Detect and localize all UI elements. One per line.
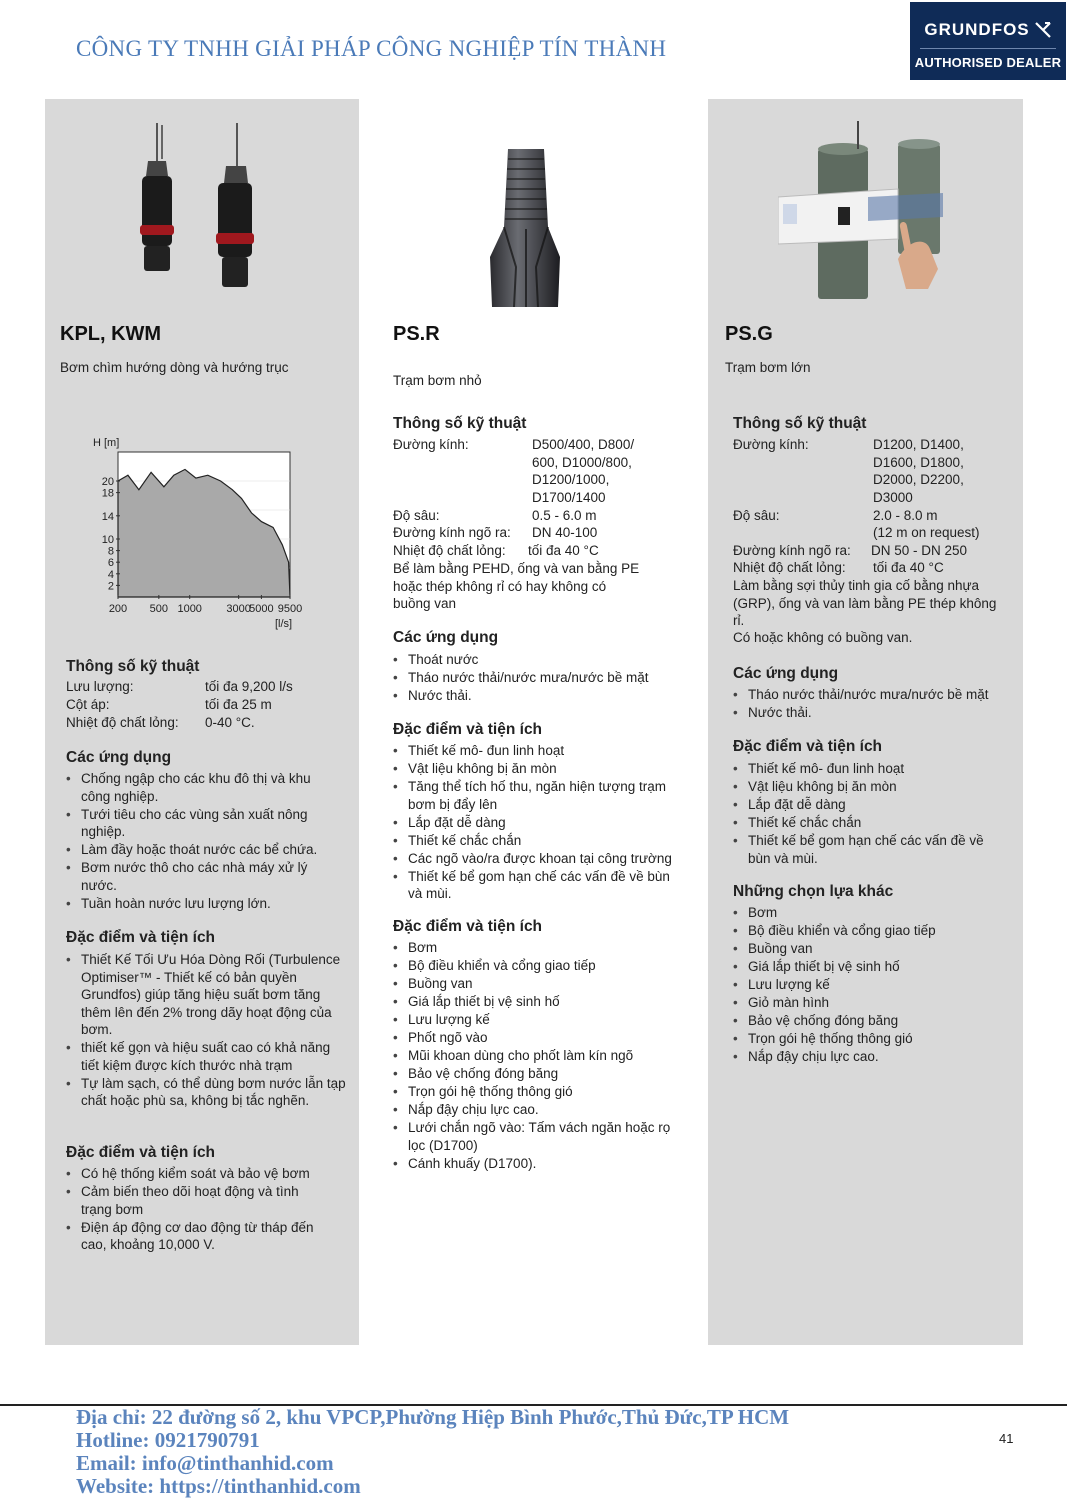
spec-diameter-value: D500/400, D800/ 600, D1000/800, D1200/1000, D1700/1400 <box>532 437 635 505</box>
chart-y-tick-label: 10 <box>101 534 114 546</box>
list-item: • Thiết kế chắc chắn <box>733 814 1003 832</box>
applications-list <box>66 770 336 913</box>
chart-x-tick-label: 5000 <box>249 603 274 615</box>
features-list <box>66 951 346 1110</box>
list-item: • Bơm <box>733 904 1013 922</box>
spec-diameter-label: Đường kính: <box>733 437 809 452</box>
list-item: • Điện áp động cơ dao động từ tháp đến cao, khoảng 10,000 V. <box>66 1219 326 1254</box>
footer-hotline[interactable]: Hotline: 0921790791 <box>76 1428 260 1452</box>
list-item: • Thiết kế mô- đun linh hoạt <box>393 742 683 760</box>
list-item: • Thiết kế bể gom hạn chế các vấn đề về bùn và mùi. <box>733 832 1003 867</box>
applications-title: Các ứng dụng <box>66 749 172 766</box>
spec-material-2: Có hoặc không có buồng van. <box>733 630 913 645</box>
list-item: • Bảo vệ chống đóng băng <box>393 1065 683 1083</box>
footer-address: Địa chỉ: 22 đường số 2, khu VPCP,Phường Hiệp Bình Phước,Thủ Đức,TP HCM <box>76 1405 790 1429</box>
applications-list <box>733 686 1018 722</box>
list-item: • Lưu lượng kế <box>393 1011 683 1029</box>
spec-head-label: Cột áp: <box>66 697 110 712</box>
list-item: • Giá lắp thiết bị vệ sinh hố <box>733 958 1013 976</box>
spec-depth-label: Độ sâu: <box>393 508 440 523</box>
list-item: • Buồng van <box>733 940 1013 958</box>
list-item: • Buồng van <box>393 975 683 993</box>
chart-y-tick-label: 4 <box>107 568 114 581</box>
list-item: • thiết kế gọn và hiệu suất cao có khả năng tiết kiệm được kích thước nhà trạm <box>66 1039 346 1074</box>
spec-outlet-value: DN 50 - DN 250 <box>871 543 968 558</box>
list-item: • Tháo nước thải/nước mưa/nước bề mặt <box>393 669 683 687</box>
spec-outlet-value: DN 40-100 <box>532 525 598 540</box>
features-title: Đặc điểm và tiện ích <box>66 929 216 946</box>
product-subtitle: Trạm bơm lớn <box>725 360 811 375</box>
list-item: • Làm đầy hoặc thoát nước các bể chứa. <box>66 841 336 859</box>
list-item: • Vật liệu không bị ăn mòn <box>733 778 1003 796</box>
features2-list <box>393 939 683 1173</box>
company-name: CÔNG TY TNHH GIẢI PHÁP CÔNG NGHIỆP TÍN THÀNH <box>76 36 667 61</box>
list-item: • Có hệ thống kiểm soát và bảo vệ bơm <box>66 1165 326 1183</box>
list-item: • Các ngõ vào/ra được khoan tại công trường <box>393 850 683 868</box>
chart-ylabel: H [m] <box>93 437 120 449</box>
spec-outlet-label: Đường kính ngõ ra: <box>393 525 511 540</box>
chart-y-tick-label: 18 <box>101 487 114 500</box>
features-title: Đặc điểm và tiện ích <box>393 721 543 738</box>
list-item: • Tháo nước thải/nước mưa/nước bề mặt <box>733 686 1018 704</box>
spec-depth-label: Độ sâu: <box>733 508 780 523</box>
spec-material: Làm bằng sợi thủy tinh gia cố bằng nhựa (GRP), ống và van làm bằng PE thép không rỉ. <box>733 578 997 628</box>
list-item: • Thiết kế bể gom hạn chế các vấn đề về bùn và mùi. <box>393 868 683 903</box>
features-list <box>393 742 683 903</box>
chart-x-tick-label: 1000 <box>177 603 202 615</box>
list-item: • Nước thải. <box>393 687 683 705</box>
product-title: KPL, KWM <box>60 323 162 345</box>
spec-flow-value: tối đa 9,200 l/s <box>205 679 293 694</box>
list-item: • Nước thải. <box>733 704 1018 722</box>
list-item: • Trọn gói hệ thống thông gió <box>733 1030 1013 1048</box>
spec-diameter-value: D1200, D1400, D1600, D1800, D2000, D2200, D3000 <box>873 437 964 505</box>
product-subtitle: Trạm bơm nhỏ <box>393 373 482 388</box>
list-item: • Tưới tiêu cho các vùng sản xuất nông nghiệp. <box>66 806 336 841</box>
chart-y-tick-label: 8 <box>107 545 114 558</box>
list-item: • Thiết kế chắc chắn <box>393 832 683 850</box>
list-item: • Thiết kế mô- đun linh hoạt <box>733 760 1003 778</box>
features2-title: Đặc điểm và tiện ích <box>66 1144 216 1161</box>
list-item: • Bộ điều khiển và cổng giao tiếp <box>733 922 1013 940</box>
list-item: • Bơm nước thô cho các nhà máy xử lý nước. <box>66 859 336 894</box>
list-item: • Trọn gói hệ thống thông gió <box>393 1083 683 1101</box>
list-item: • Giỏ màn hình <box>733 994 1013 1012</box>
spec-temp-value: 0-40 °C. <box>205 715 255 730</box>
product-title: PS.G <box>725 323 773 345</box>
spec-temp-label: Nhiệt độ chất lỏng: <box>393 543 506 558</box>
spec-temp-label: Nhiệt độ chất lỏng: <box>733 560 846 575</box>
chart-xlabel: [l/s] <box>275 618 293 630</box>
list-item: • Thiết Kế Tối Ưu Hóa Dòng Rối (Turbulence Optimiser™ - Thiết kế có bản quyền Grundfos) giúp tăng hiệu suất bơm tăng thêm lên đến 2% trong dãy hoạt động của bơm. <box>66 951 346 1039</box>
features-title: Đặc điểm và tiện ích <box>733 738 883 755</box>
chart-x-tick-label: 3000 <box>226 603 251 615</box>
page-number: 41 <box>999 1431 1014 1446</box>
features2-list <box>66 1165 326 1254</box>
logo-brand: GRUNDFOS <box>924 20 1030 39</box>
list-item: • Chống ngập cho các khu đô thị và khu công nghiệp. <box>66 770 336 805</box>
chart-y-tick-label: 6 <box>107 557 114 570</box>
logo-authorised-dealer: AUTHORISED DEALER <box>914 55 1062 70</box>
spec-temp-value: tối đa 40 °C <box>873 560 944 575</box>
chart-y-tick-label: 20 <box>101 476 114 488</box>
chart-x-tick-label: 200 <box>108 603 128 615</box>
spec-diameter-label: Đường kính: <box>393 437 469 452</box>
list-item: • Lưu lượng kế <box>733 976 1013 994</box>
spec-outlet-label: Đường kính ngõ ra: <box>733 543 851 558</box>
features2-title: Đặc điểm và tiện ích <box>393 918 543 935</box>
spec-flow-label: Lưu lượng: <box>66 679 134 694</box>
list-item: • Tự làm sạch, có thể dùng bơm nước lẫn tạp chất hoặc phù sa, không bị tắc nghẽn. <box>66 1075 346 1110</box>
list-item: • Nắp đậy chịu lực cao. <box>733 1048 1013 1066</box>
grundfos-logo <box>910 2 1066 80</box>
list-item: • Tăng thể tích hố thu, ngăn hiện tượng trạm bơm bị đẩy lên <box>393 778 683 813</box>
kpl-kwm-pump-image <box>130 121 275 296</box>
chart-x-tick-label: 500 <box>149 603 169 615</box>
footer-website[interactable]: Website: https://tinthanhid.com <box>76 1474 361 1498</box>
applications-list <box>393 651 683 705</box>
chart-x-tick-label: 9500 <box>277 603 303 615</box>
spec-depth-note: (12 m on request) <box>873 525 980 540</box>
list-item: • Phốt ngõ vào <box>393 1029 683 1047</box>
list-item: • Tuần hoàn nước lưu lượng lớn. <box>66 895 336 913</box>
ps-g-station-image <box>778 119 978 309</box>
product-column-ps-g <box>708 99 1023 1345</box>
spec-depth-value: 0.5 - 6.0 m <box>532 508 597 523</box>
list-item: • Bộ điều khiển và cổng giao tiếp <box>393 957 683 975</box>
spec-title: Thông số kỹ thuật <box>733 415 867 432</box>
spec-title: Thông số kỹ thuật <box>393 415 527 432</box>
options-title: Những chọn lựa khác <box>733 883 894 900</box>
list-item: • Vật liệu không bị ăn mòn <box>393 760 683 778</box>
performance-chart <box>85 432 305 632</box>
applications-title: Các ứng dụng <box>733 665 839 682</box>
list-item: • Giá lắp thiết bị vệ sinh hố <box>393 993 683 1011</box>
list-item: • Cảm biến theo dõi hoạt động và tình trạng bơm <box>66 1183 326 1218</box>
spec-head-value: tối đa 25 m <box>205 697 272 712</box>
list-item: • Lưới chắn ngõ vào: Tấm vách ngăn hoặc rọ lọc (D1700) <box>393 1119 683 1154</box>
applications-title: Các ứng dụng <box>393 629 499 646</box>
footer-email[interactable]: Email: info@tinthanhid.com <box>76 1451 334 1475</box>
ps-r-tank-image <box>486 147 566 307</box>
list-item: • Nắp đậy chịu lực cao. <box>393 1101 683 1119</box>
product-column-kpl-kwm <box>45 99 359 1345</box>
spec-temp-value: tối đa 40 °C <box>528 543 599 558</box>
list-item: • Lắp đặt dễ dàng <box>393 814 683 832</box>
list-item: • Bảo vệ chống đóng băng <box>733 1012 1013 1030</box>
product-title: PS.R <box>393 323 440 345</box>
product-column-ps-r <box>378 99 690 1345</box>
features-list <box>733 760 1003 868</box>
footer-contact <box>76 1406 789 1498</box>
list-item: • Cánh khuấy (D1700). <box>393 1155 683 1173</box>
grundfos-mark-icon <box>1034 21 1052 39</box>
spec-temp-label: Nhiệt độ chất lỏng: <box>66 715 179 730</box>
options-list <box>733 904 1013 1066</box>
list-item: • Lắp đặt dễ dàng <box>733 796 1003 814</box>
spec-title: Thông số kỹ thuật <box>66 658 200 675</box>
spec-material: Bể làm bằng PEHD, ống và van bằng PE hoặc thép không rỉ có hay không có buồng van <box>393 561 640 611</box>
chart-y-tick-label: 14 <box>101 510 114 523</box>
list-item: • Thoát nước <box>393 651 683 669</box>
list-item: • Mũi khoan dùng cho phốt làm kín ngõ <box>393 1047 683 1065</box>
chart-y-tick-label: 2 <box>107 580 114 593</box>
spec-depth-value: 2.0 - 8.0 m <box>873 508 938 523</box>
product-subtitle: Bơm chìm hướng dòng và hướng trục <box>60 360 289 375</box>
list-item: • Bơm <box>393 939 683 957</box>
